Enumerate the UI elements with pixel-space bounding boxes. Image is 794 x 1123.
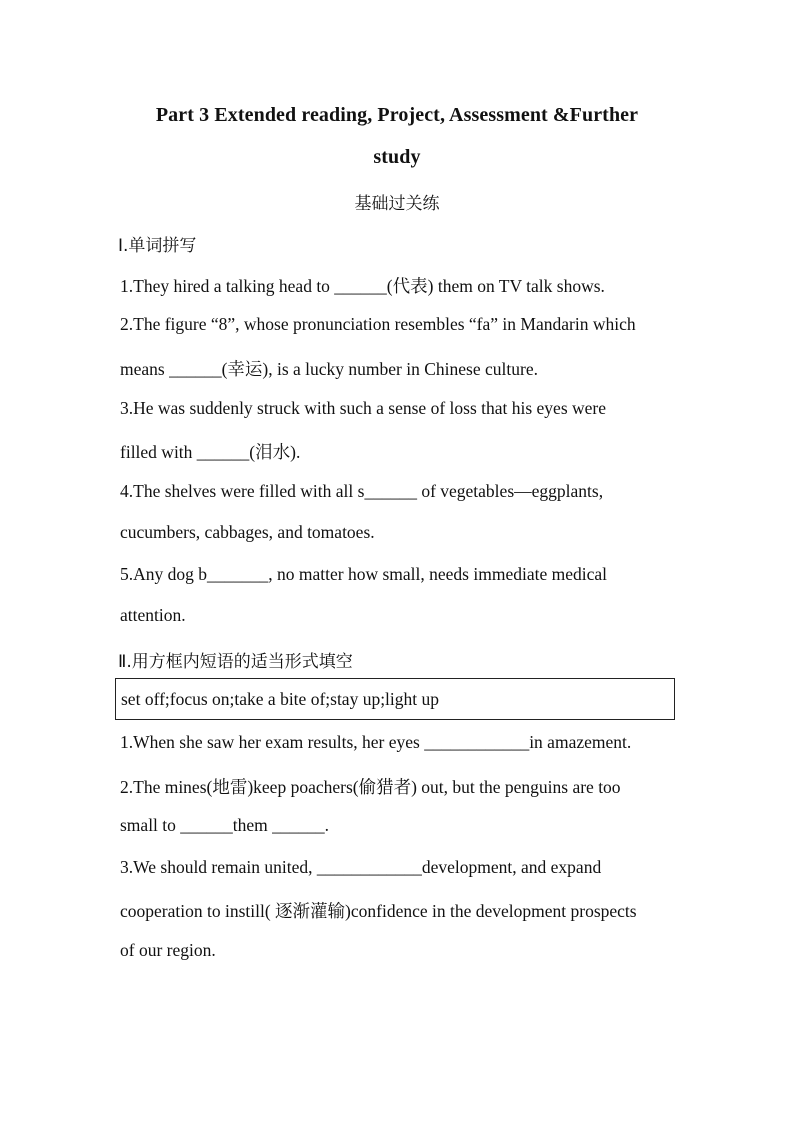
section-2-line: 2.The mines(地雷)keep poachers(偷猎者) out, but the penguins are too — [120, 777, 621, 797]
phrase-box-text: set off;focus on;take a bite of;stay up;light up — [121, 689, 440, 709]
section-1-heading: Ⅰ.单词拼写 — [118, 236, 197, 256]
section-2-line: cooperation to instill( 逐渐灌输)confidence in the development prospects — [120, 901, 637, 921]
section-2-heading: Ⅱ.用方框内短语的适当形式填空 — [118, 652, 353, 672]
section-1-line: means ______(幸运), is a lucky number in Chinese culture. — [120, 359, 538, 379]
section-1-line: 1.They hired a talking head to ______(代表) them on TV talk shows. — [120, 276, 605, 296]
page-title-line-1: Part 3 Extended reading, Project, Assessment &Further — [155, 104, 639, 126]
section-1-line: 5.Any dog b_______, no matter how small, needs immediate medical — [120, 564, 607, 584]
section-1-line: 4.The shelves were filled with all s______ of vegetables—eggplants, — [120, 481, 604, 501]
section-2-line: 1.When she saw her exam results, her eyes ____________in amazement. — [120, 732, 632, 752]
page-title-line-2: study — [373, 146, 421, 168]
page-subtitle: 基础过关练 — [354, 194, 440, 214]
section-1-line: filled with ______(泪水). — [120, 442, 301, 462]
phrase-box — [115, 678, 675, 720]
section-1-line: attention. — [120, 605, 186, 625]
section-2-line: small to ______them ______. — [120, 815, 330, 835]
section-1-line: 3.He was suddenly struck with such a sense of loss that his eyes were — [120, 398, 607, 418]
section-2-line: of our region. — [120, 940, 216, 960]
section-1-line: 2.The figure “8”, whose pronunciation resembles “fa” in Mandarin which — [120, 314, 636, 334]
section-1-line: cucumbers, cabbages, and tomatoes. — [120, 522, 375, 542]
section-2-line: 3.We should remain united, ____________development, and expand — [120, 857, 602, 877]
